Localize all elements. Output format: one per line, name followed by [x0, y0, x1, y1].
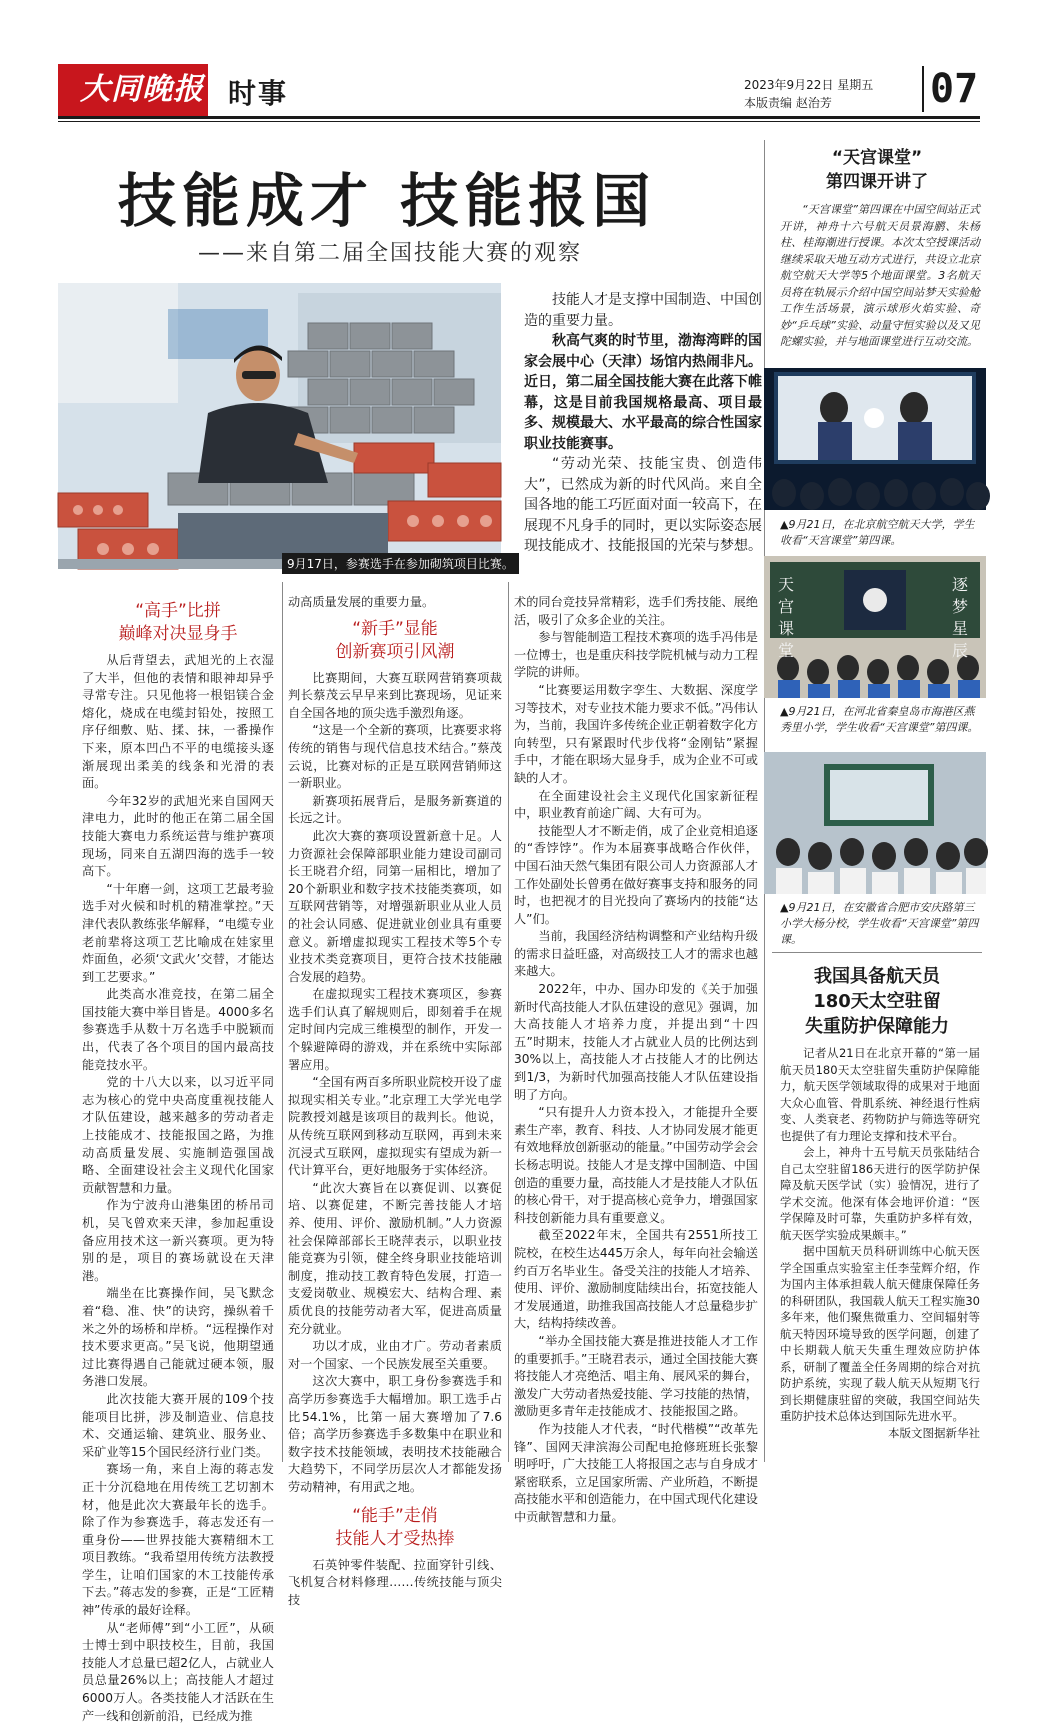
page-editor: 本版责编 赵治芳	[744, 96, 832, 110]
body-paragraph: 从“老师傅”到“小工匠”，从硕士博士到中职技校生，目前，我国技能人才总量已超2亿人，占就业人员总量26%以上；高技能人才超过6000万人。各类技能人才活跃在生产一线和创新前沿，已经成为推	[82, 1620, 274, 1723]
body-paragraph: 此次技能大赛开展的109个技能项目比拼，涉及制造业、信息技术、交通运输、建筑业、服务业、采矿业等15个国民经济行业门类。	[82, 1391, 274, 1459]
page-number-divider	[922, 66, 924, 112]
body-paragraph: 党的十八大以来，以习近平同志为核心的党中央高度重视技能人才队伍建设，越来越多的劳动者走上技能成才、技能报国之路，为推动高质量发展、实施制造强国战略、全面建设社会主义现代化国家贡献智慧和力量。	[82, 1075, 274, 1195]
subhead-line: “高手”比拼	[135, 601, 221, 621]
headline-line: “天宫课堂”	[831, 148, 923, 168]
section-subhead	[82, 600, 274, 646]
body-paragraph: “此次大赛旨在以赛促训、以赛促培、以赛促建，不断完善技能人才培养、使用、评价、激励机制。”人力资源社会保障部部长王晓萍表示，以职业技能竞赛为引领，健全终身职业技能培训制度，推动技工教育特色发展，打造一支爱岗敬业、规模宏大、结构合理、素质优良的技能劳动者大军，促进高质量充分就业。	[288, 1180, 502, 1336]
body-paragraph: “比赛要运用数字孪生、大数据、深度学习等技术，对专业技术能力要求不低。”冯伟认为，当前，我国许多传统企业正朝着数字化方向转型，只有紧跟时代步伐将“金刚钻”紧握手中，才能在职场大显身手，成为企业不可或缺的人才。	[514, 682, 758, 785]
lead-paragraphs	[524, 290, 762, 557]
body-paragraph: 功以才成，业由才广。劳动者素质对一个国家、一个民族发展至关重要。	[288, 1339, 502, 1371]
body-paragraph: 会上，神舟十五号航天员张陆结合自己太空驻留186天进行的医学防护保障及航天医学试（实）验情况，进行了学术交流。他深有体会地评价道：“医学保障及时可靠，失重防护多样有效，航天医学实验成果颇丰。”	[780, 1145, 980, 1242]
body-paragraph: “举办全国技能大赛是推进技能人才工作的重要抓手。”王晓君表示，通过全国技能大赛将技能人才亮绝活、唱主角、展风采的舞台，激发广大劳动者热爱技能、学习技能的热情，激励更多青年走技能成才、技能报国之路。	[514, 1333, 758, 1419]
body-paragraph: 端坐在比赛操作间，吴飞默念着“稳、准、快”的诀窍，操纵着千米之外的场桥和岸桥。“远程操作对技术要求更高。”吴飞说，他期望通过比赛得遇自己能就过硬本领，服务港口发展。	[82, 1286, 274, 1389]
body-paragraph: 这次大赛中，职工身份参赛选手和高学历参赛选手大幅增加。职工选手占比54.1%，比第一届大赛增加了7.6倍；高学历参赛选手多数集中在职业和数字技术技能领域，表明技术技能融合大趋势下，不同学历层次人才都能发扬劳动精神，有用武之地。	[288, 1374, 502, 1494]
body-paragraph: 此次大赛的赛项设置新意十足。人力资源社会保障部职业能力建设司副司长王晓君介绍，同第一届相比，增加了20个新职业和数字技术技能类赛项，如互联网营销等，对增强新职业从业人员的社会认同感、促进就业创业具有重要意义。新增虚拟现实工程技术等5个专业技术类竞赛项目，更符合技术技能融合发展的趋势。	[288, 828, 502, 984]
body-paragraph: 新赛项拓展背后，是服务新赛道的长远之计。	[288, 793, 502, 826]
page-number: 07	[930, 66, 979, 112]
article-column-1	[82, 600, 274, 1725]
column-divider	[508, 582, 509, 1462]
article-column-2	[288, 594, 502, 1609]
body-paragraph: 今年32岁的武旭光来自国网天津电力，此时的他正在第二届全国技能大赛电力系统运营与维护赛项现场，同来自五湖四海的选手一较高下。	[82, 793, 274, 879]
subhead-line: “能手”走俏	[352, 1505, 438, 1526]
body-paragraph: 动高质量发展的重要力量。	[288, 595, 435, 609]
headline-line: 我国具备航天员	[814, 966, 940, 987]
column-divider	[282, 582, 283, 1462]
body-paragraph: 作为技能人才代表，“时代楷模”“改革先锋”、国网天津滨海公司配电抢修班班长张黎明呼吁，广大技能工人将报国之志与自身成才紧密联系，立足国家所需、产业所趋，不断提高技能水平和创造能力，在中国式现代化建设中贡献智慧和力量。	[514, 1421, 758, 1524]
article-column-3	[514, 594, 758, 1526]
body-paragraph: 在虚拟现实工程技术赛项区，参赛选手们认真了解规则后，即刻着手在规定时间内完成三维模型的制作，开发一个躲避障碍的游戏，并在系统中实际部署应用。	[288, 987, 502, 1072]
subhead-line: “新手”显能	[352, 618, 438, 639]
sidebar-photo-caption: ▲9月21日，在安徽省合肥市安庆路第三小学大杨分校，学生收看“天宫课堂”第四课。	[780, 901, 979, 946]
body-paragraph: 在全面建设社会主义现代化国家新征程中，职业教育前途广阔、大有可为。	[514, 788, 758, 821]
body-paragraph: “全国有两百多所职业院校开设了虚拟现实相关专业。”北京理工大学光电学院教授刘越是该项目的裁判长。他说，从传统互联网到移动互联网，再到未来沉浸式互联网，虚拟现实有望成为新一代计算平台，更好地服务于实体经济。	[288, 1075, 502, 1178]
sidebar-story-divider	[772, 952, 982, 953]
body-paragraph: 赛场一角，来自上海的蒋志发正十分沉稳地在用传统工艺切割木材，他是此次大赛最年长的选手。除了作为参赛选手，蒋志发还有一重身份——世界技能大赛精细木工项目教练。“我希望用传统方法教授学生，让咱们国家的木工技能传承下去。”蒋志发的参赛，正是“工匠精神”传承的最好诠释。	[82, 1462, 274, 1618]
body-paragraph: 记者从21日在北京开幕的“第一届航天员180天太空驻留失重防护保障能力，航天医学领域取得的成果对于地面大众心血管、骨肌系统、神经退行性病变、人类衰老、药物防护与筛选等研究也提供了有力理论支撑和技术平台。	[780, 1046, 980, 1143]
sidebar-intro	[780, 202, 980, 351]
classroom-screen-photo	[764, 752, 986, 894]
headline-line: 失重防护保障能力	[805, 1016, 949, 1037]
lead-paragraph: “劳动光荣、技能宝贵、创造伟大”，已然成为新的时代风尚。来自全国各地的能工巧匠面对面一较高下，在展现不凡身手的同时，更以实际姿态展现技能成才、技能报国的光荣与梦想。	[524, 456, 762, 554]
newspaper-logo: 大同晚报	[58, 64, 208, 116]
blackboard-text-right: 逐梦星辰	[952, 575, 969, 660]
body-paragraph: 当前，我国经济结构调整和产业结构升级的需求日益旺盛，对高级技工人才的需求也越来越大。	[514, 929, 758, 979]
section-name: 时事	[228, 77, 289, 110]
lead-paragraph: 技能人才是支撑中国制造、中国创造的重要力量。	[524, 292, 762, 329]
body-paragraph: “十年磨一剑，这项工艺最考验选手对火候和时机的精准掌控。”天津代表队教练张华解释，“电缆专业老前辈将这项工艺比喻成在娃家里炸面鱼，必须‘文武火’交替，才能达到工艺要求。”	[82, 881, 274, 984]
main-photo	[58, 283, 501, 569]
bricklayer-illustration	[58, 283, 501, 569]
body-paragraph: 比赛期间，大赛互联网营销赛项裁判长蔡茂云早早来到比赛现场，见证来自全国各地的顶尖选手激烈角逐。	[288, 670, 502, 720]
subhead-line: 创新赛项引风潮	[335, 641, 455, 662]
blackboard-text-left: 天宫课堂	[778, 575, 795, 660]
body-paragraph: 2022年，中办、国办印发的《关于加强新时代高技能人才队伍建设的意见》强调，加大高技能人才培养力度，并提出到“十四五”时期末，技能人才占就业人员的比例达到30%以上，高技能人才占技能人才的比例达到1/3，为新时代加强高技能人才队伍建设指明了方向。	[514, 982, 758, 1102]
body-paragraph: 此类高水准竞技，在第二届全国技能大赛中举目皆是。4000多名参赛选手从数十万名选手中脱颖而出，代表了各个项目的国内最高技能竞技水平。	[82, 987, 274, 1072]
body-paragraph: 参与智能制造工程技术赛项的选手冯伟是一位博士，也是重庆科技学院机械与动力工程学院的讲师。	[514, 630, 758, 680]
main-subheadline: ——来自第二届全国技能大赛的观察	[198, 241, 583, 266]
body-paragraph: 术的同台竞技异常精彩，选手们秀技能、展绝活，吸引了众多企业的关注。	[514, 595, 758, 627]
main-headline: 技能成才 技能报国	[118, 167, 657, 235]
headline-line: 180天太空驻留	[813, 991, 941, 1012]
sidebar-photo-caption: ▲9月21日，在河北省秦皇岛市海港区燕秀里小学，学生收看“天宫课堂”第四课。	[780, 705, 979, 734]
dateline	[744, 76, 873, 112]
sidebar-photo-1	[764, 368, 986, 510]
sidebar-photo-3	[764, 752, 986, 894]
subhead-line: 技能人才受热捧	[335, 1528, 455, 1549]
main-photo-caption: 9月17日，参赛选手在参加砌筑项目比赛。	[282, 553, 519, 574]
lead-paragraph: 秋高气爽的时节里，渤海湾畔的国家会展中心（天津）场馆内热闹非凡。近日，第二届全国技能大赛在此落下帷幕，这是目前我国规格最高、项目最多、规模最大、水平最高的综合性国家职业技能赛事。	[524, 333, 762, 452]
issue-date: 2023年9月22日 星期五	[744, 78, 874, 92]
subhead-line: 巅峰对决显身手	[118, 624, 238, 644]
source-credit: 本版文图据新华社	[888, 1425, 980, 1440]
sidebar-photo-caption: ▲9月21日，在北京航空航天大学，学生收看“天宫课堂”第四课。	[780, 518, 975, 547]
body-paragraph: “这是一个全新的赛项，比赛要求将传统的销售与现代信息技术结合。”蔡茂云说，比赛对标的正是互联网营销师这一新职业。	[288, 723, 502, 791]
body-paragraph: 从后背望去，武旭光的上衣湿了大半，但他的表情和眼神却异乎寻常专注。只见他将一根铝镁合金熔化，烧成在电缆封铅处，按照工序仔细敷、贴、揉、抹，一番操作下来，原本凹凸不平的电缆接头逐渐展现出柔美的线条和光滑的表面。	[82, 653, 274, 791]
astronaut-lesson-screen-photo	[764, 368, 986, 510]
body-paragraph: 技能型人才不断走俏，成了企业竞相追逐的“香饽饽”。作为本届赛事战略合作伙伴，中国石油天然气集团有限公司人力资源部人才工作处副处长曾勇在做好赛事支持和服务的同时，也把视才的目光投向了赛场内的技能“达人”们。	[514, 823, 758, 926]
sidebar-headline-2	[772, 964, 982, 1039]
section-subhead	[288, 1505, 502, 1551]
intro-paragraph: “天宫课堂”第四课在中国空间站正式开讲，神舟十六号航天员景海鹏、朱杨柱、桂海潮进行授课。本次太空授课活动继续采取天地互动方式进行，共设立北京航空航天大学等5个地面课堂。3名航天员将在轨展示介绍中国空间站梦天实验舱工作生活场景，演示球形火焰实验、奇妙“乒乓球”实验、动量守恒实验以及又见陀螺实验，并与地面课堂进行互动交流。	[780, 203, 980, 348]
section-subhead	[288, 618, 502, 664]
sidebar-headline	[772, 146, 982, 194]
header-rule-thin	[58, 121, 980, 122]
body-paragraph: “只有提升人力资本投入，才能提升全要素生产率，教育、科技、人才协同发展才能更有效地释放创新驱动的能量。”中国劳动学会会长杨志明说。技能人才是支撑中国制造、中国创造的重要力量，高技能人才是技能人才队伍的核心骨干，对于提高核心竞争力，增强国家科技创新能力具有重要意义。	[514, 1105, 758, 1225]
headline-line: 第四课开讲了	[826, 172, 928, 192]
body-paragraph: 据中国航天员科研训练中心航天医学全国重点实验室主任李莹辉介绍，作为国内主体承担载人航天健康保障任务的科研团队，我国载人航天工程实施30多年来，他们聚焦微重力、空间辐射等航天特因环境导致的医学问题，创建了中长期载人航天失重生理效应防护体系，研制了覆盖全任务周期的综合对抗防护系统，实现了载人航天从短期飞行到长期健康驻留的突破，我国空间站失重防护技术总体达到国际先进水平。	[780, 1244, 980, 1423]
sidebar-story-2-body	[780, 1045, 980, 1441]
header-rule	[58, 116, 980, 119]
body-paragraph: 截至2022年末，全国共有2551所技工院校，在校生达445万余人，每年向社会输送约百万名毕业生。备受关注的技能人才培养、使用、评价、激励制度陆续出台，拓宽技能人才发展通道，助推我国高技能人才总量稳步扩大，结构持续改善。	[514, 1228, 758, 1331]
body-paragraph: 石英钟零件装配、拉面穿针引线、飞机复合材料修理……传统技能与顶尖技	[288, 1557, 502, 1607]
body-paragraph: 作为宁波舟山港集团的桥吊司机，吴飞曾欢来天津，参加起重设备应用技术这一新兴赛项。更为特别的是，项目的赛场就设在天津港。	[82, 1198, 274, 1283]
